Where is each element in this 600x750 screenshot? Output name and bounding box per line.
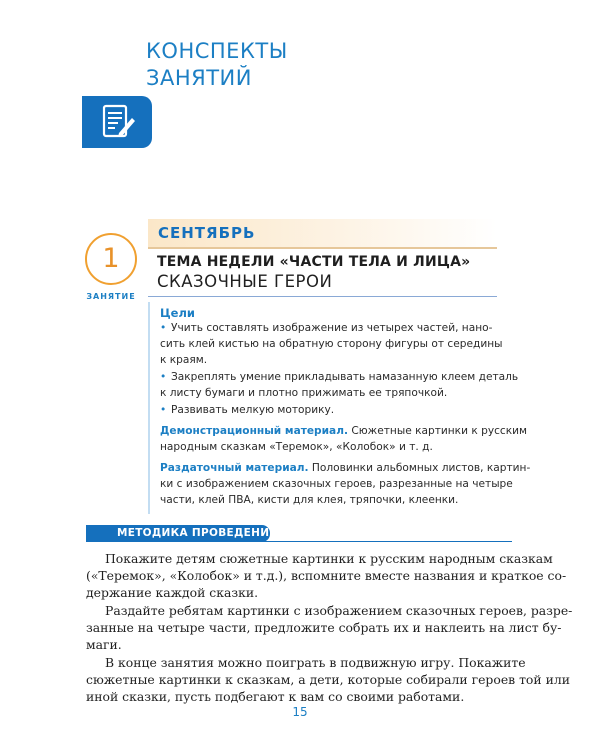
section-title-line1: КОНСПЕКТЫ [146, 39, 288, 63]
month-label: СЕНТЯБРЬ [158, 224, 256, 242]
goal-1-line-1: Учить составлять изображение из четырех частей, нано- [171, 322, 493, 334]
method-p3-line-1: В конце занятия можно поиграть в подвижную игру. Покажите [105, 655, 526, 670]
content-side-rule [148, 302, 150, 514]
methodology-heading: МЕТОДИКА ПРОВЕДЕНИЯ [117, 527, 278, 539]
goals-heading: Цели [160, 306, 195, 320]
goal-bullet: • [160, 322, 167, 334]
goal-1-line-2: сить клей кистью на обратную сторону фигуры от середины [160, 338, 503, 350]
methodology-divider [86, 541, 512, 542]
section-title-line2: ЗАНЯТИЙ [146, 66, 252, 90]
goal-2-line-1: Закреплять умение прикладывать намазанную клеем деталь [171, 371, 519, 383]
handout-material-text: Половинки альбомных листов, картин- [308, 462, 531, 474]
section-title [146, 38, 288, 92]
demo-material-line-1 [160, 425, 527, 437]
method-p3-line-2: сюжетные картинки к сказкам, а дети, которые собирали героев той или [86, 672, 570, 687]
goal-2-line-2: к листу бумаги и плотно прижимать ее тряпочкой. [160, 387, 448, 399]
lesson-number: 1 [102, 243, 120, 274]
method-p3-line-3: иной сказки, пусть подбегают к вам со своими работами. [86, 689, 465, 704]
goal-3-line-1: Развивать мелкую моторику. [171, 404, 335, 416]
goal-bullet: • [160, 404, 167, 416]
handout-material-label: Раздаточный материал. [160, 462, 309, 474]
lesson-number-badge [85, 233, 137, 285]
method-p1-line-1: Покажите детям сюжетные картинки к русским народным сказкам [105, 551, 553, 566]
page-number: 15 [292, 705, 308, 719]
method-p1-line-2: («Теремок», «Колобок» и т.д.), вспомните вместе названия и краткое со- [86, 568, 567, 583]
method-p1-line-3: держание каждой сказки. [86, 585, 259, 600]
demo-material-text: Сюжетные картинки к русским [347, 425, 528, 437]
notepad-pencil-icon [82, 96, 152, 148]
demo-material-label: Демонстрационный материал. [160, 425, 348, 437]
method-p2-line-1: Раздайте ребятам картинки с изображением сказочных героев, разре- [105, 603, 573, 618]
demo-material-line-2: народным сказкам «Теремок», «Колобок» и т. д. [160, 441, 433, 453]
methodology-banner [86, 525, 278, 542]
week-theme: ТЕМА НЕДЕЛИ «ЧАСТИ ТЕЛА И ЛИЦА» [157, 254, 471, 270]
method-p2-line-2: занные на четыре части, предложите собрать их и наклеить на лист бу- [86, 620, 562, 635]
handout-material-line-2: ки с изображением сказочных героев, разрезанные на четыре [160, 478, 513, 490]
lesson-topic: СКАЗОЧНЫЕ ГЕРОИ [157, 272, 333, 291]
method-p2-line-3: маги. [86, 637, 122, 652]
goal-bullet: • [160, 371, 167, 383]
handout-material-line-3: части, клей ПВА, кисти для клея, тряпочки, клеенки. [160, 494, 459, 506]
handout-material-line-1 [160, 462, 530, 474]
goal-1-line-3: к краям. [160, 354, 208, 366]
lesson-caption: ЗАНЯТИЕ [86, 292, 136, 301]
topic-divider [148, 296, 497, 297]
month-banner [148, 219, 497, 249]
